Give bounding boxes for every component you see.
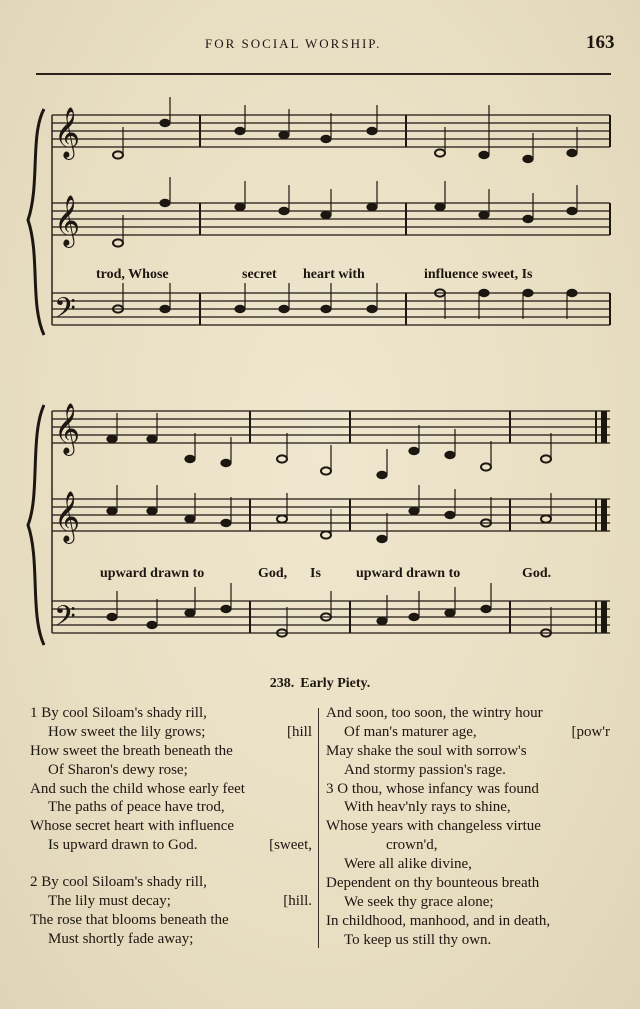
verse-line-text: Of man's maturer age, xyxy=(344,723,477,740)
verse-line-text: Is upward drawn to God. xyxy=(48,837,198,854)
verse-line-text: How sweet the lily grows; xyxy=(48,723,206,740)
verse-line xyxy=(30,911,312,930)
verse-line-text: Dependent on thy bounteous breath xyxy=(326,875,540,892)
svg-text:𝄞: 𝄞 xyxy=(54,403,81,454)
music-system-2 xyxy=(0,395,640,665)
verse-line xyxy=(326,874,610,893)
verse-line xyxy=(30,817,312,836)
verse-line xyxy=(326,780,610,799)
lyric-8: upward drawn to xyxy=(356,566,461,581)
verse-line-text: In childhood, manhood, and in death, xyxy=(326,912,551,929)
verse-line xyxy=(326,817,610,836)
verse-line xyxy=(326,723,610,742)
hymn-text-left-column xyxy=(30,704,312,949)
verse-line-text: And stormy passion's rage. xyxy=(344,761,506,778)
hymn-heading xyxy=(0,676,640,692)
verse-line xyxy=(30,930,312,949)
music-system-1 xyxy=(0,95,640,360)
verse-line-text: 3 O thou, whose infancy was found xyxy=(326,780,539,797)
verse-line xyxy=(30,836,312,855)
verse-line xyxy=(326,893,610,912)
verse-line xyxy=(30,761,312,780)
verse-line-text: Whose secret heart with influence xyxy=(30,818,235,835)
verse-line xyxy=(30,873,312,892)
header-rule xyxy=(36,73,611,75)
lyric-6: God, xyxy=(258,566,288,581)
verse-line-text: The paths of peace have trod, xyxy=(48,799,225,816)
lyric-9: God. xyxy=(522,566,552,581)
verse-line xyxy=(326,761,610,780)
verse-line-text: crown'd, xyxy=(386,837,438,854)
lyric-7: Is xyxy=(310,566,321,581)
lyric-4: influence sweet, Is xyxy=(424,267,533,282)
svg-text:𝄢: 𝄢 xyxy=(54,600,76,640)
verse-line-text: Must shortly fade away; xyxy=(48,930,194,947)
hymn-number: 238. xyxy=(269,676,295,691)
svg-text:𝄞: 𝄞 xyxy=(54,195,81,246)
verse-line-text: May shake the soul with sorrow's xyxy=(326,742,527,759)
verse-line-text: To keep us still thy own. xyxy=(344,931,492,948)
verse-line xyxy=(326,931,610,950)
lyric-5: upward drawn to xyxy=(100,566,205,581)
verse-line xyxy=(326,704,610,723)
music-system-2-staves xyxy=(0,395,640,665)
hymn-title: Early Piety. xyxy=(300,676,371,691)
verse-line-text: With heav'nly rays to shine, xyxy=(344,799,511,816)
running-title: FOR SOCIAL WORSHIP. xyxy=(205,36,382,51)
verse-line-carryover: [hill. xyxy=(283,893,312,910)
svg-text:𝄞: 𝄞 xyxy=(54,107,81,158)
verse-line xyxy=(326,742,610,761)
verse-line-text: The rose that blooms beneath the xyxy=(30,911,229,928)
running-head xyxy=(0,32,640,56)
svg-text:𝄢: 𝄢 xyxy=(54,292,76,332)
verse-line xyxy=(30,780,312,799)
verse-line-text: We seek thy grace alone; xyxy=(344,893,494,910)
verse-line xyxy=(30,704,312,723)
verse-line-text: 1 By cool Siloam's shady rill, xyxy=(30,705,207,721)
lyric-3: heart with xyxy=(303,267,365,282)
verse-line xyxy=(30,742,312,761)
svg-text:𝄞: 𝄞 xyxy=(54,491,81,542)
verse-line-carryover: [sweet, xyxy=(269,837,312,854)
verse-line xyxy=(326,912,610,931)
stanza-gap xyxy=(30,855,312,873)
verse-line-carryover: [pow'r xyxy=(571,723,610,740)
verse-line-carryover: [hill xyxy=(287,723,312,740)
music-system-1-staves xyxy=(0,95,640,360)
verse-line-text: The lily must decay; xyxy=(48,893,171,910)
lyric-1: trod, Whose xyxy=(96,267,169,282)
verse-line xyxy=(30,892,312,911)
verse-line-text: And such the child whose early feet xyxy=(30,780,245,797)
verse-line-text: Were all alike divine, xyxy=(344,856,472,873)
verse-line-text: Whose years with changeless virtue xyxy=(326,818,541,835)
verse-line-text: 2 By cool Siloam's shady rill, xyxy=(30,874,207,891)
verse-line xyxy=(30,798,312,817)
verse-line-text: Of Sharon's dewy rose; xyxy=(48,761,188,778)
verse-line-text: And soon, too soon, the wintry hour xyxy=(326,705,543,721)
verse-line-text: How sweet the breath beneath the xyxy=(30,742,233,759)
verse-line xyxy=(326,855,610,874)
lyric-2: secret xyxy=(242,267,277,282)
hymn-text-right-column xyxy=(326,704,610,950)
column-divider xyxy=(318,708,319,948)
page-number: 163 xyxy=(586,32,615,53)
verse-line xyxy=(326,798,610,817)
verse-line xyxy=(326,836,610,855)
verse-line xyxy=(30,723,312,742)
